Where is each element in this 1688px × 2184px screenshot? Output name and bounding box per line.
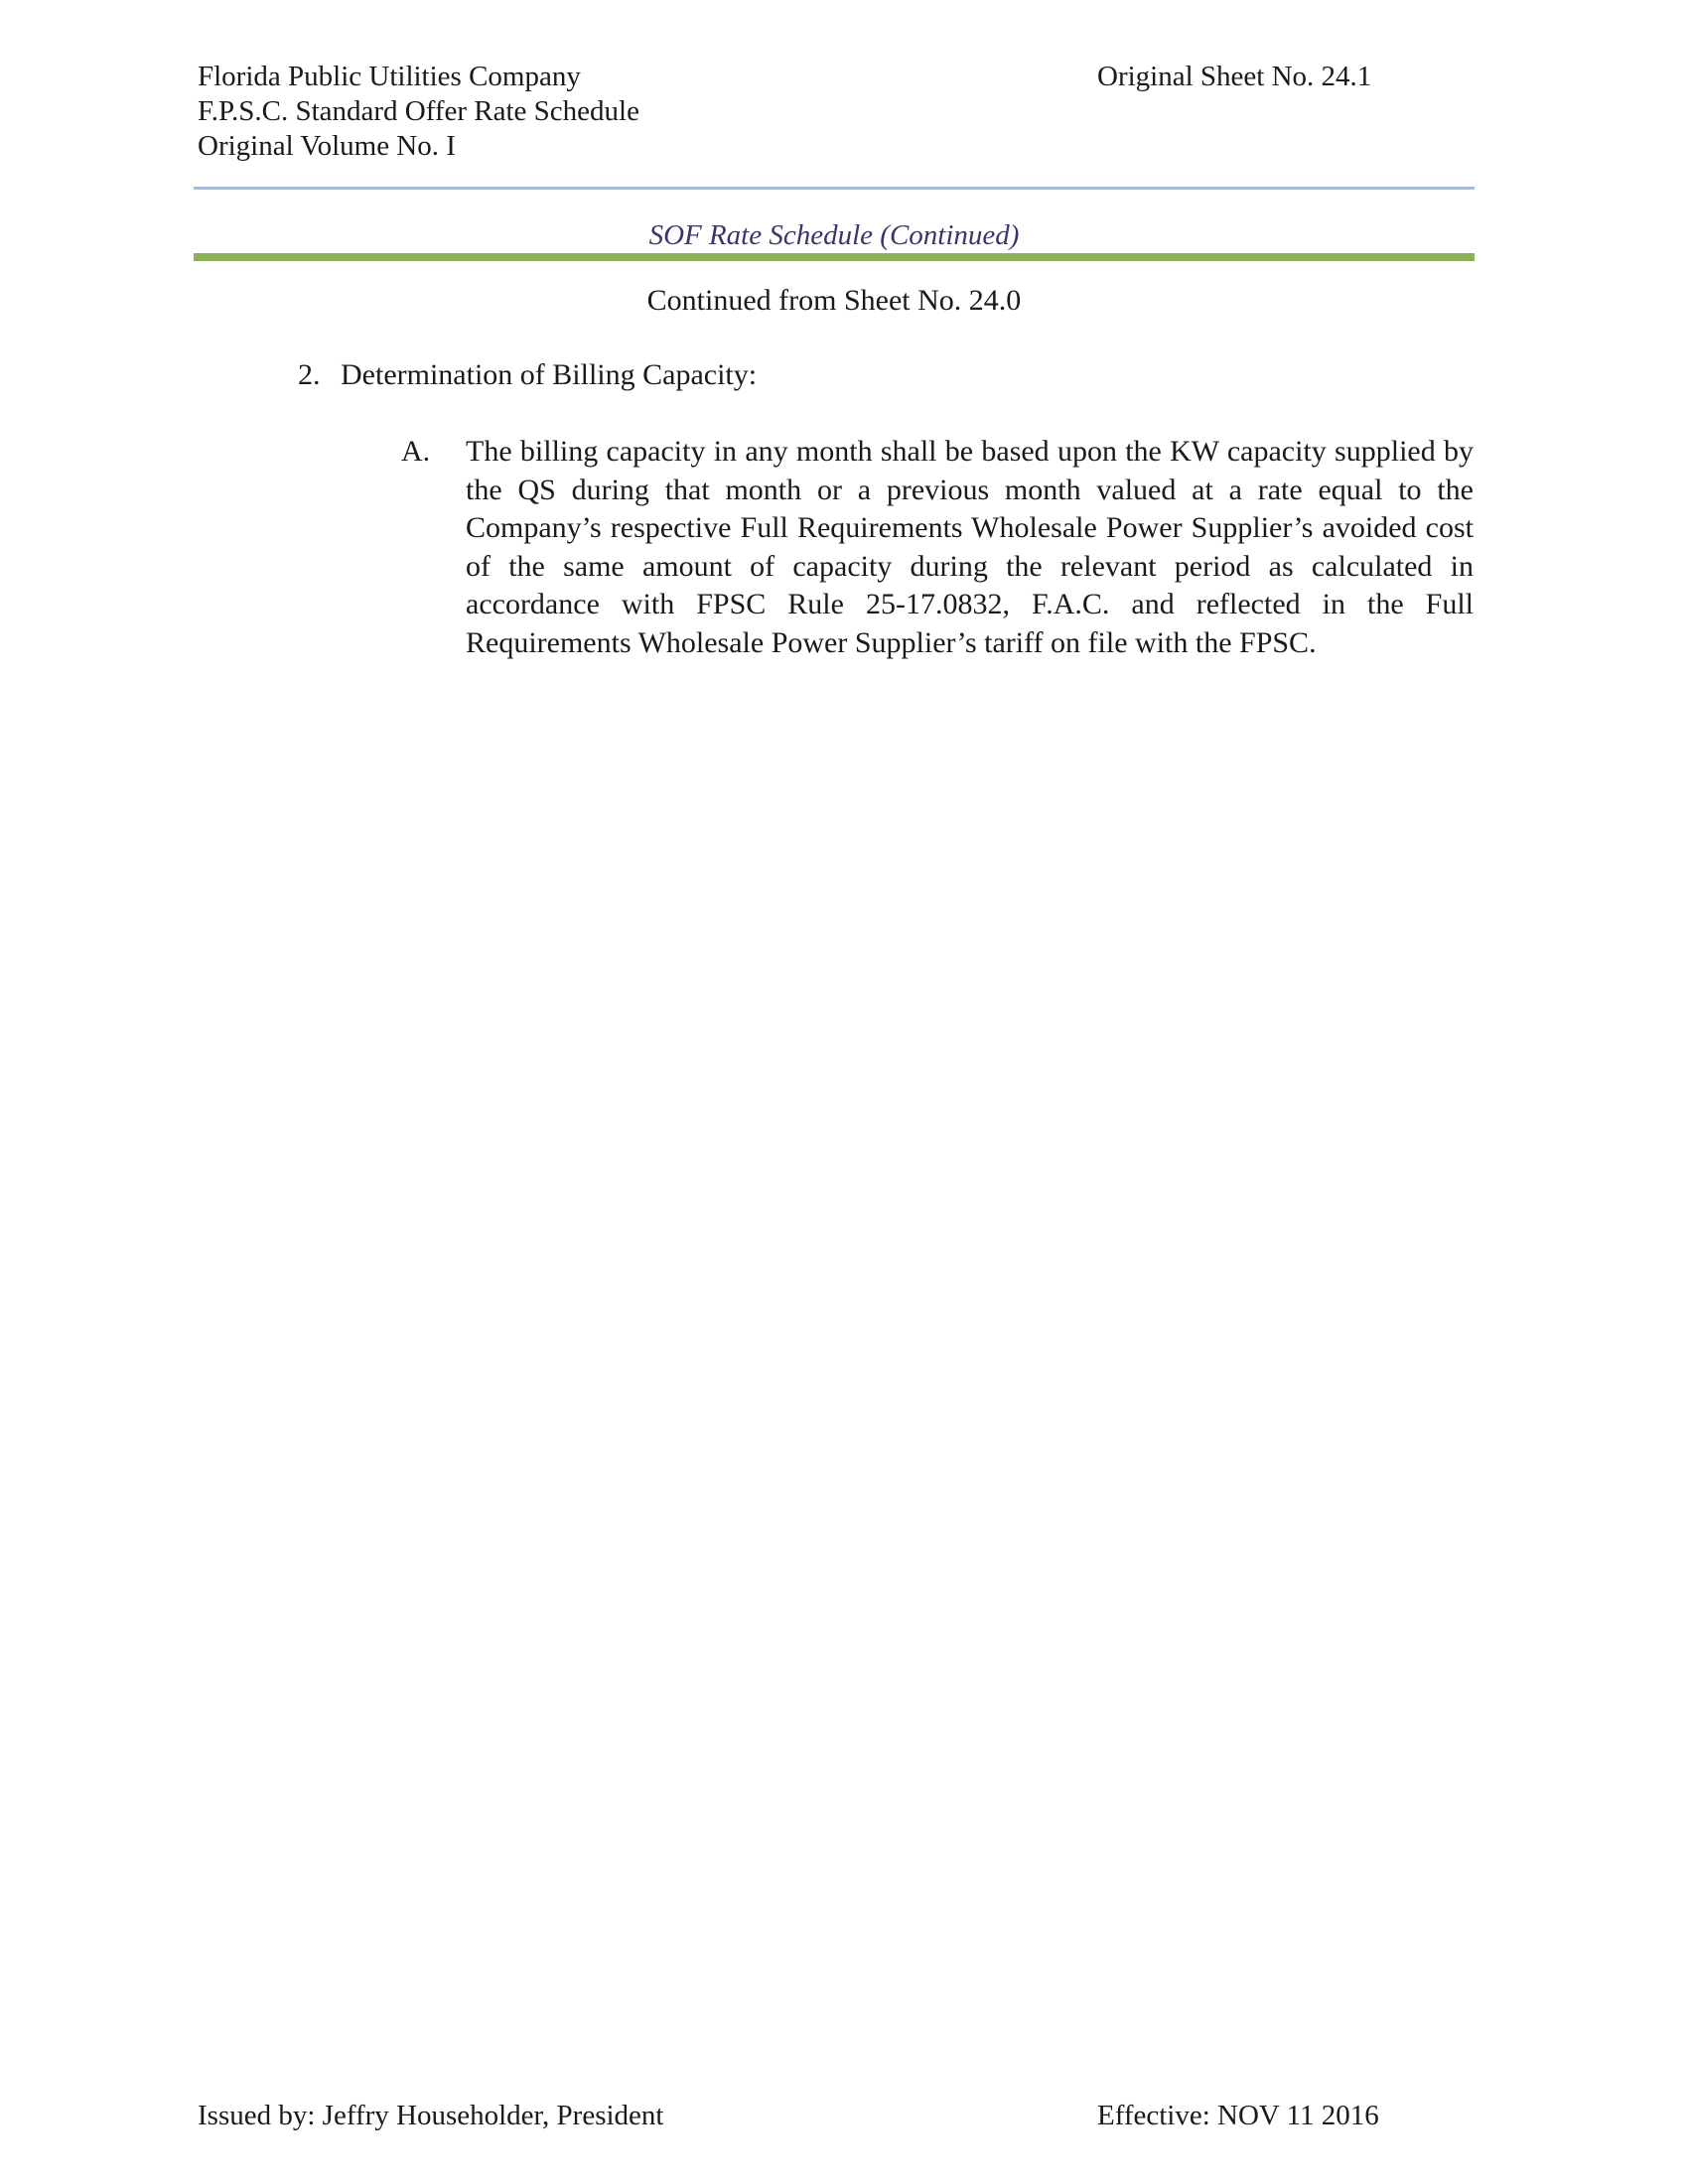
header-divider (194, 187, 1475, 190)
section-title: SOF Rate Schedule (Continued) (648, 219, 1020, 251)
volume-label: Original Volume No. I (198, 130, 456, 162)
sheet-number: Original Sheet No. 24.1 (1097, 61, 1372, 92)
item-heading: Determination of Billing Capacity: (341, 358, 758, 391)
item-number: 2. (298, 358, 321, 391)
effective-date: Effective: NOV 11 2016 (1097, 2100, 1379, 2131)
issued-by: Issued by: Jeffry Householder, President (198, 2100, 664, 2131)
company-name: Florida Public Utilities Company (198, 61, 581, 92)
subitem-letter: A. (401, 435, 431, 468)
continued-from-note: Continued from Sheet No. 24.0 (646, 284, 1022, 317)
section-divider (194, 253, 1475, 261)
schedule-name: F.P.S.C. Standard Offer Rate Schedule (198, 95, 639, 127)
subitem-paragraph: The billing capacity in any month shall be based upon the KW capacity supplied by the QS during that month or a previous month valued at a rate equal to the Company’s respective Full Requirements Wholesale Power Supplier’s avoided cost of the same amount of capacity during the relevant period as calculated in accordance with FPSC Rule 25-17.0832, F.A.C. and reflected in the Full Requirements Wholesale Power Supplier’s tariff on file with the FPSC. (466, 435, 1474, 659)
